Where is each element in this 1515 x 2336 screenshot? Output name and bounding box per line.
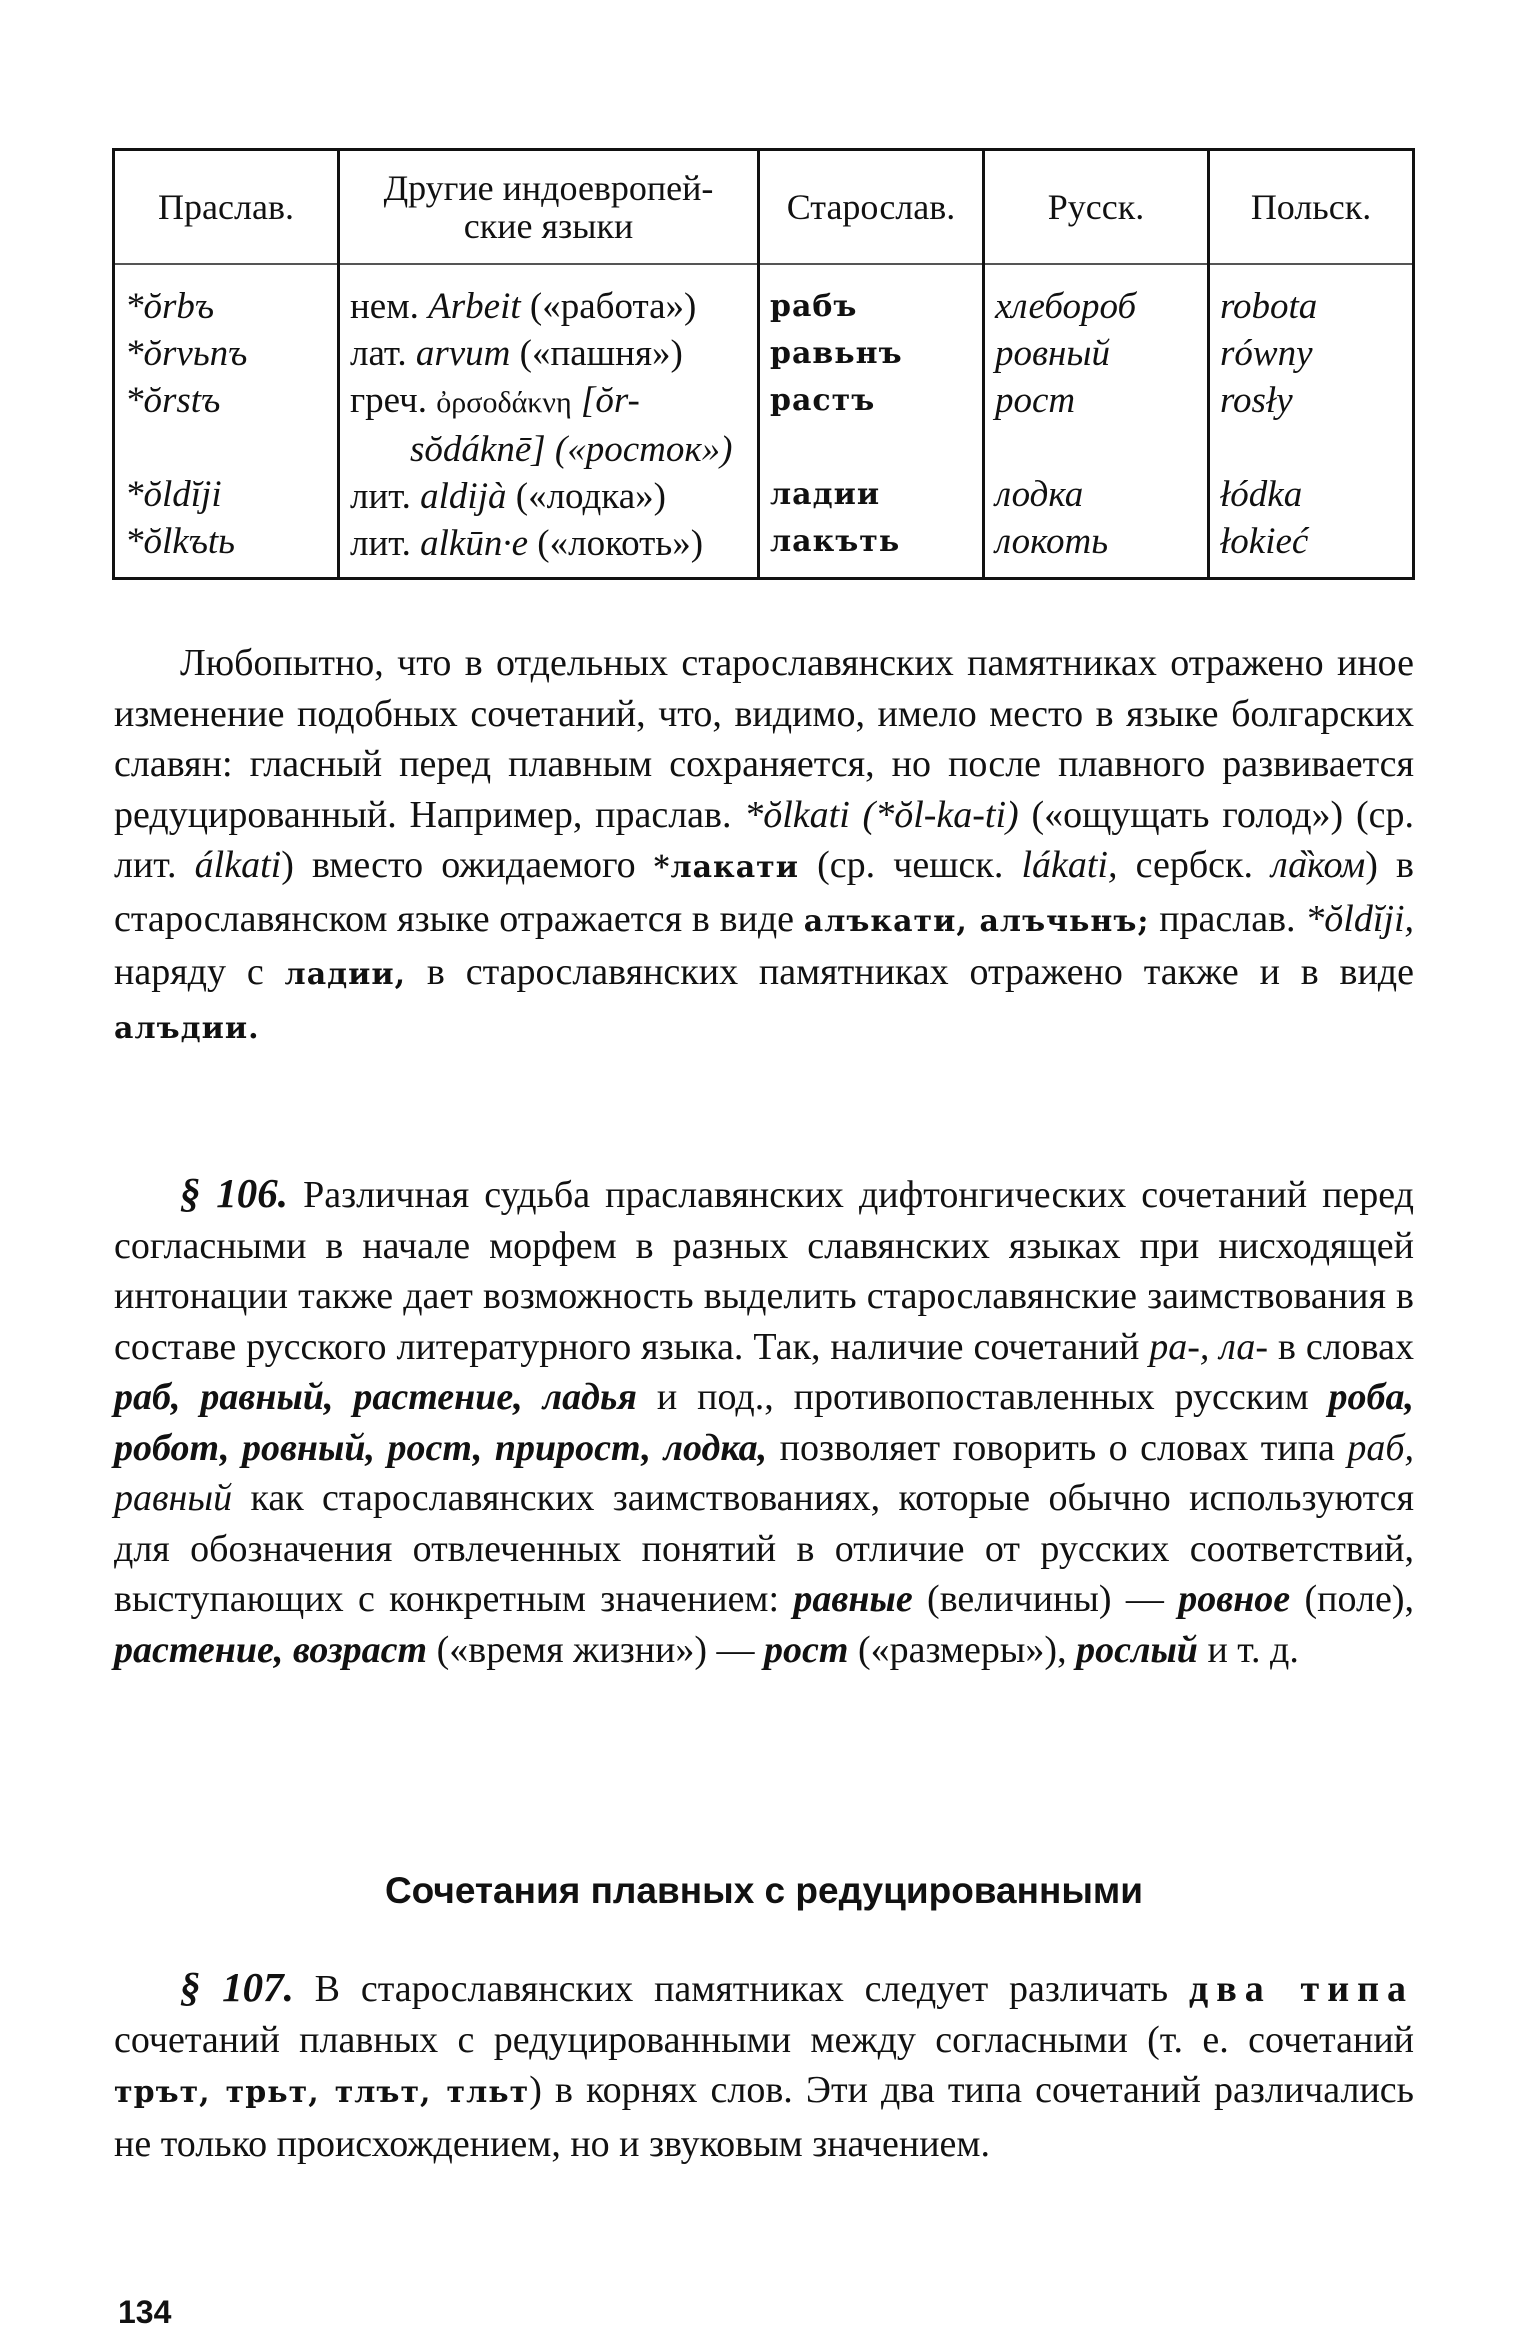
section-number: § 106. <box>180 1170 289 1216</box>
staroslav-word: растъ <box>770 383 876 418</box>
section-heading: Сочетания плавных с редуцированными <box>384 1870 1144 1911</box>
other-languages-column <box>339 264 759 579</box>
other-entry-continuation: sŏdáknē] («росток») <box>410 429 733 470</box>
header-praslav: Праслав. <box>114 150 339 265</box>
other-entry: лит. alkūn·e («локоть») <box>350 523 704 564</box>
other-entry: лат. arvum («пашня») <box>350 333 683 374</box>
staroslav-column <box>759 264 984 579</box>
paragraph-section-106: § 106. Различная судьба праславянских дифтонгических сочетаний перед согласными в начале морфем в разных славянских языках при нисходящей интонации также дает возможность выделить старославянские заимствования в составе русского литературного языка. Так, наличие сочетаний ра-, ла- в словах раб, равный, растение, ладья и под., противопоставленных русским роба, робот, ровный, рост, прирост, лодка, позволяет говорить о словах типа раб, равный как старославянских заимствованиях, которые обычно используются для обозначения отвлеченных понятий в отличие от русских соответствий, выступающих с конкретным значением: равные (величины) — ровное (поле), растение, возраст («время жизни») — рост («размеры»), рослый и т. д. <box>114 1170 1415 1671</box>
paragraph-section-107: § 107. В старославянских памятниках следует различать два типа сочетаний плавных с редуцированными между согласными (т. е. сочетаний трът, трьт, тлът, тльт) в корнях слов. Эти два типа сочетаний различались не только происхождением, но и звуковым значением. <box>114 1964 1415 2165</box>
russian-column <box>984 264 1209 579</box>
praslav-word: *ŏrstъ <box>125 380 221 421</box>
table-header-row <box>114 150 1414 265</box>
staroslav-word: равьнъ <box>770 336 903 371</box>
russian-word: локоть <box>995 521 1109 562</box>
other-entry: нем. Arbeit («работа») <box>350 286 697 327</box>
praslav-column <box>114 264 339 579</box>
header-other-languages: Другие индоевропей- ские языки <box>339 150 759 265</box>
russian-word: рост <box>995 380 1076 421</box>
polish-word: łódka <box>1220 474 1303 515</box>
staroslav-word: ладии <box>770 477 881 512</box>
polish-word: łokieć <box>1220 521 1309 562</box>
header-russian: Русск. <box>984 150 1209 265</box>
header-staroslav: Старослав. <box>759 150 984 265</box>
comparison-table <box>112 148 1415 580</box>
praslav-word: *ŏlkъtь <box>125 521 236 562</box>
page-number: 134 <box>118 2294 172 2330</box>
other-entry: греч. ὀρσοδάκνη [ŏr- <box>350 380 640 421</box>
russian-word: лодка <box>995 474 1084 515</box>
praslav-word: *ŏrbъ <box>125 286 215 327</box>
polish-word: równy <box>1220 333 1313 374</box>
polish-word: robota <box>1220 286 1318 327</box>
paragraph-ocs-reflexes: Любопытно, что в отдельных старославянских памятниках отражено иное изменение подобных сочетаний, что, видимо, имело место в языке болгарских славян: гласный перед плавным сохраняется, но после плавного развивается редуцированный. Например, праслав. *ŏlkati (*ŏl-ka-ti) («ощущать голод») (ср. лит. álkati) вместо ожидаемого *лакати (ср. чешск. lákati, сербск. ла̏ком) в старославянском языке отражается в виде алъкати, алъчьнъ; праслав. *ŏldĭji, наряду с ладии, в старославянских памятниках отражено также и в виде алъдии. <box>114 642 1415 1046</box>
section-number: § 107. <box>180 1964 294 2010</box>
header-polish: Польск. <box>1209 150 1414 265</box>
staroslav-word: лакъть <box>770 524 901 559</box>
russian-word: хлебороб <box>995 286 1137 327</box>
praslav-word: *ŏrvьnъ <box>125 333 248 374</box>
staroslav-word: рабъ <box>770 289 858 324</box>
polish-column <box>1209 264 1414 579</box>
russian-word: ровный <box>995 333 1110 374</box>
praslav-word: *ŏldĭji <box>125 474 222 515</box>
table-body-row <box>114 264 1414 579</box>
other-entry: лит. aldijà («лодка») <box>350 476 666 517</box>
polish-word: rosły <box>1220 380 1293 421</box>
